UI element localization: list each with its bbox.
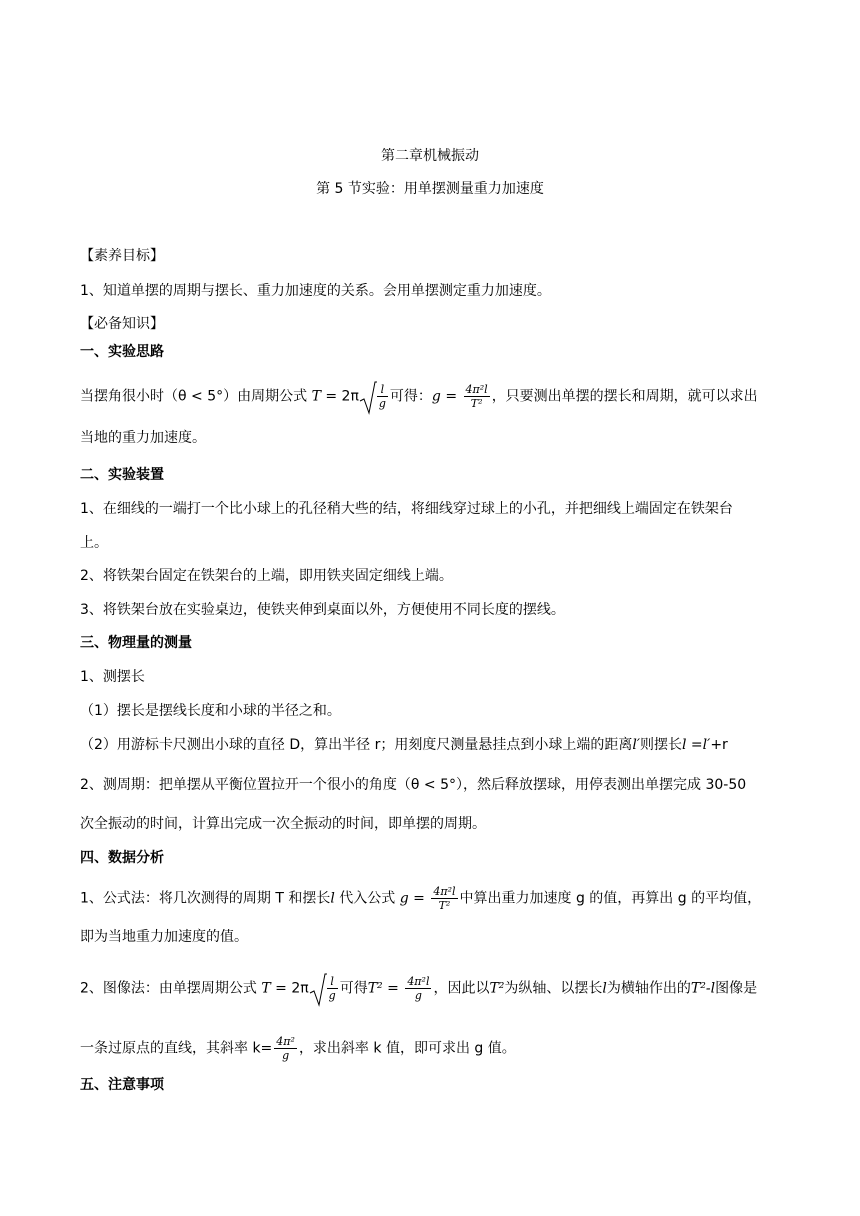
section-title: 第 5 节实验：用单摆测量重力加速度 <box>316 181 544 197</box>
goals-item-1: 1、知道单摆的周期与摆长、重力加速度的关系。会用单摆测定重力加速度。 <box>80 283 551 299</box>
section-3-item-1-2: （2）用游标卡尺测出小球的直径 D，算出半径 r；用刻度尺测量悬挂点到小球上端的距离l′则摆长l =l′+r <box>80 737 728 753</box>
section-4-item-2: 2、图像法：由单摆周期公式 T = 2π $\frac{l}{g}$ 可得T² = $\frac{\text{4π²l}}{g}$ ，因此以T²为纵轴、以摆长l为横轴作出的T²-l图像是 <box>80 975 780 1002</box>
section-2-item-1: 1、在细线的一端打一个比小球上的孔径稍大些的结，将细线穿过球上的小孔，并把细线上端固定在铁架台 <box>80 501 733 517</box>
section-4-heading: 四、数据分析 <box>80 850 164 866</box>
formula-fraction: $\frac{\text{4π²l}}{g}$ <box>407 975 430 1002</box>
section-2-heading: 二、实验装置 <box>80 467 164 483</box>
slope-fraction: $\frac{\text{4π²}}{g}$ <box>276 1035 295 1062</box>
section-2-item-3: 3、将铁架台放在实验桌边，使铁夹伸到桌面以外，方便使用不同长度的摆线。 <box>80 602 565 618</box>
formula-fraction: $\frac{\text{4π²l}}{\text{T²}}$ <box>433 885 456 912</box>
section-3-heading: 三、物理量的测量 <box>80 635 192 651</box>
formula-fraction: $\frac{\text{4π²l}}{\text{T²}}$ <box>465 383 488 410</box>
section-2-item-2: 2、将铁架台固定在铁架台的上端，即用铁夹固定细线上端。 <box>80 568 453 584</box>
section-4-item-1-cont: 即为当地重力加速度的值。 <box>80 929 248 945</box>
section-3-item-1: 1、测摆长 <box>80 669 145 685</box>
knowledge-heading: 【必备知识】 <box>80 316 164 332</box>
section-5-heading: 五、注意事项 <box>80 1077 164 1093</box>
section-4-item-2-cont: 一条过原点的直线，其斜率 k= $\frac{\text{4π²}}{g}$ ，求出斜率 k 值，即可求出 g 值。 <box>80 1035 516 1062</box>
section-1-heading: 一、实验思路 <box>80 344 164 360</box>
sqrt-symbol: $\frac{l}{g}$ <box>309 975 340 1002</box>
sqrt-symbol: $\frac{l}{g}$ <box>359 383 390 410</box>
chapter-title: 第二章机械振动 <box>381 148 479 164</box>
section-2-item-1-cont: 上。 <box>80 535 108 551</box>
section-3-item-1-1: （1）摆长是摆线长度和小球的半径之和。 <box>80 703 341 719</box>
section-3-item-2-cont: 次全振动的时间，计算出完成一次全振动的时间，即单摆的周期。 <box>80 816 486 832</box>
section-3-item-2: 2、测周期：把单摆从平衡位置拉开一个很小的角度（θ < 5°），然后释放摆球，用停表测出单摆完成 30-50 <box>80 777 747 793</box>
section-1-paragraph: 当摆角很小时（θ < 5°）由周期公式 T = 2π $\frac{l}{g}$ 可得：g = $\frac{\text{4π²l}}{\text{T²}}$ ，只要测出单摆的摆长和周期，就可以求出 <box>80 383 780 410</box>
goals-heading: 【素养目标】 <box>80 248 164 264</box>
section-1-paragraph-cont: 当地的重力加速度。 <box>80 430 206 446</box>
section-4-item-1: 1、公式法：将几次测得的周期 T 和摆长l 代入公式 g = $\frac{\text{4π²l}}{\text{T²}}$ 中算出重力加速度 g 的值，再算出 g 的平均值， <box>80 885 762 912</box>
